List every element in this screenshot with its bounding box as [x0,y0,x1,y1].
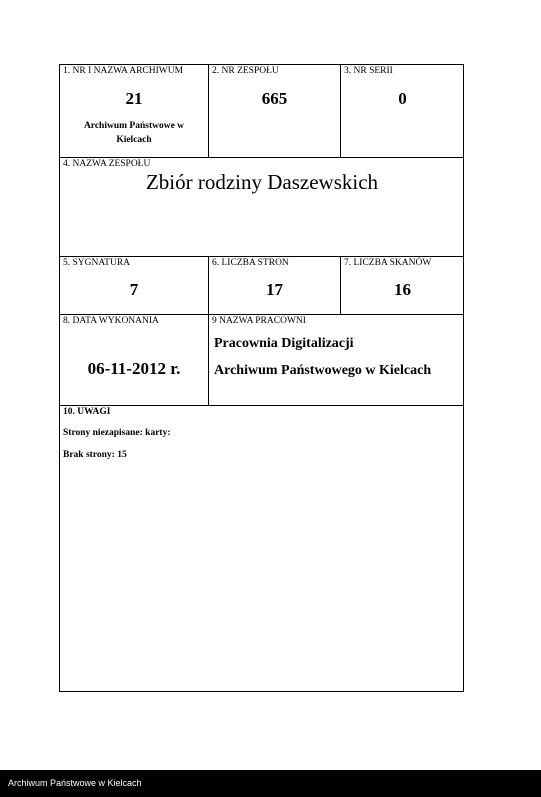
fonds-name-label: 4. NAZWA ZESPOŁU [63,159,151,169]
lab-name-cell [208,314,464,405]
execution-date-cell [60,314,208,405]
scan-count-cell [340,256,464,314]
series-number-label: 3. NR SERII [344,66,393,76]
scan-count-value: 16 [394,280,411,299]
lab-name-line1: Pracownia Digitalizacji [214,336,354,351]
archive-number: 21 [125,89,143,108]
lab-name-line2: Archiwum Państwowego w Kielcach [214,363,432,378]
signature-cell [60,256,208,314]
remarks-line2: Brak strony: 15 [63,450,127,460]
fonds-name-cell [60,157,464,256]
signature-label: 5. SYGNATURA [63,258,131,268]
scan-count-label: 7. LICZBA SKANÓW [344,258,432,268]
footer-text: Archiwum Państwowe w Kielcach [8,778,142,788]
execution-date-label: 8. DATA WYKONANIA [63,316,159,326]
archive-name-line1: Archiwum Państwowe w [83,121,185,131]
remarks-cell [60,405,464,691]
fonds-name-value: Zbiór rodziny Daszewskich [145,170,379,194]
signature-value: 7 [129,280,139,299]
page-count-value: 17 [266,280,283,299]
series-number-cell [340,65,464,157]
footer-bar [0,770,541,797]
execution-date-value: 06-11-2012 r. [87,359,181,378]
page-count-label: 6. LICZBA STRON [212,258,289,268]
archive-cell [60,65,208,157]
remarks-label: 10. UWAGI [63,407,111,417]
fonds-number-value: 665 [261,89,288,108]
fonds-number-cell [208,65,340,157]
page-count-cell [208,256,340,314]
fonds-number-label: 2. NR ZESPOŁU [212,66,279,76]
remarks-line1: Strony niezapisane: karty: [63,428,171,438]
archive-label: 1. NR I NAZWA ARCHIWUM [63,66,184,76]
lab-name-label: 9 NAZWA PRACOWNI [212,316,306,326]
archive-metadata-form [59,64,464,692]
archive-name-line2: Kielcach [116,135,152,145]
series-number-value: 0 [398,89,407,108]
